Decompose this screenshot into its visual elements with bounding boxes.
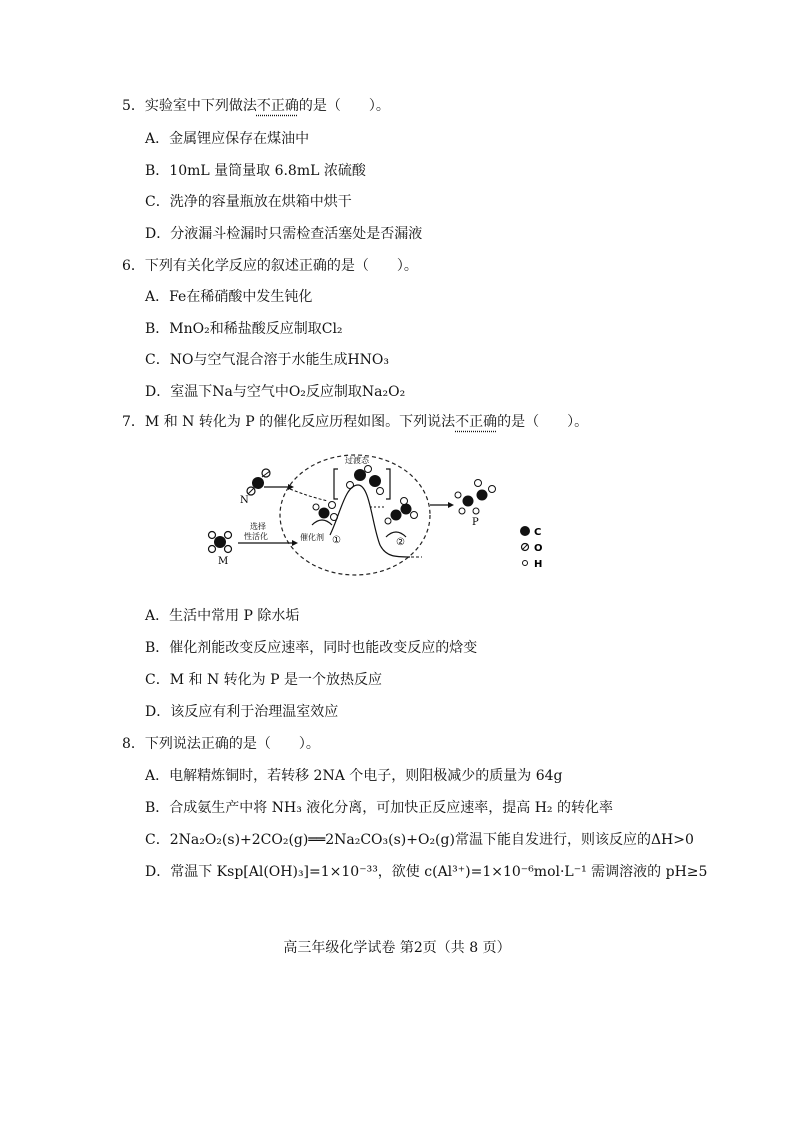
- legend: [520, 526, 543, 570]
- question-6-option-d: D．室温下Na与空气中O₂反应制取Na₂O₂: [145, 384, 406, 400]
- reaction-mechanism-figure: [200, 445, 560, 580]
- label-selective-2: 性活化: [244, 532, 268, 541]
- question-8-option-d: D．常温下 Ksp[Al(OH)₃]=1×10⁻³³，欲使 c(Al³⁺)=1×10⁻⁶mol·L⁻¹ 需调溶液的 pH≥5: [145, 864, 708, 880]
- question-7-stem: 7．M 和 N 转化为 P 的催化反应历程如图。下列说法不正确的是（ ）。: [122, 414, 589, 430]
- question-7-option-b: B．催化剂能改变反应速率，同时也能改变反应的焓变: [145, 640, 478, 656]
- label-n: N: [240, 495, 249, 506]
- label-selective-1: 选择: [250, 522, 266, 531]
- emphasis-text: 不正确: [256, 98, 299, 114]
- bracket-left: [334, 469, 338, 499]
- molecule-n: [247, 469, 270, 495]
- bracket-right: [386, 469, 390, 499]
- emphasis-text: 不正确: [455, 414, 498, 430]
- molecule-m: [209, 532, 232, 553]
- question-7-option-d: D．该反应有利于治理温室效应: [145, 704, 339, 720]
- label-m: M: [218, 556, 229, 567]
- question-6-option-a: A．Fe在稀硝酸中发生钝化: [145, 289, 313, 305]
- question-8-option-c: C．2Na₂O₂(s)+2CO₂(g)══2Na₂CO₃(s)+O₂(g)常温下能自发进行，则该反应的ΔH>0: [145, 832, 694, 848]
- question-5-stem: 5．实验室中下列做法不正确的是（ ）。: [122, 98, 390, 114]
- question-6-stem: 6．下列有关化学反应的叙述正确的是（ ）。: [122, 258, 418, 274]
- question-8-stem: 8．下列说法正确的是（ ）。: [122, 736, 320, 752]
- catalyst-arc-1: [312, 520, 332, 525]
- legend-c-marker: [520, 526, 530, 536]
- label-catalyst: 催化剂: [300, 533, 324, 542]
- label-step-1: ①: [332, 535, 341, 546]
- legend-o-label: O: [534, 543, 543, 554]
- question-5-option-c: C．洗净的容量瓶放在烘箱中烘干: [145, 194, 352, 210]
- question-7-option-a: A．生活中常用 P 除水垢: [145, 608, 300, 624]
- arrow-p-head: [448, 502, 454, 508]
- dashed-arrow: [290, 489, 328, 501]
- question-5-option-d: D．分液漏斗检漏时只需检查活塞处是否漏液: [145, 226, 423, 242]
- adsorbed-molecule-1: [313, 502, 338, 521]
- arrow-m-head: [292, 540, 298, 546]
- legend-h-label: H: [534, 559, 543, 570]
- adsorbed-molecule-2: [385, 498, 418, 525]
- legend-c-label: C: [534, 527, 542, 538]
- label-transition-state: 过渡态: [345, 456, 369, 465]
- label-step-2: ②: [396, 537, 405, 548]
- question-8-option-b: B．合成氨生产中将 NH₃ 液化分离，可加快正反应速率，提高 H₂ 的转化率: [145, 800, 613, 816]
- question-6-option-b: B．MnO₂和稀盐酸反应制取Cl₂: [145, 321, 343, 337]
- question-5-option-b: B．10mL 量筒量取 6.8mL 浓硫酸: [145, 163, 366, 179]
- question-7-option-c: C．M 和 N 转化为 P 是一个放热反应: [145, 672, 382, 688]
- molecule-p: [455, 480, 496, 515]
- question-5-option-a: A．金属锂应保存在煤油中: [145, 131, 310, 147]
- question-6-option-c: C．NO与空气混合溶于水能生成HNO₃: [145, 352, 389, 368]
- page-footer: 高三年级化学试卷 第2页（共 8 页）: [283, 940, 511, 956]
- label-p: P: [472, 517, 479, 528]
- legend-h-marker: [523, 561, 528, 566]
- question-8-option-a: A．电解精炼铜时，若转移 2NA 个电子，则阳极减少的质量为 64g: [145, 768, 563, 784]
